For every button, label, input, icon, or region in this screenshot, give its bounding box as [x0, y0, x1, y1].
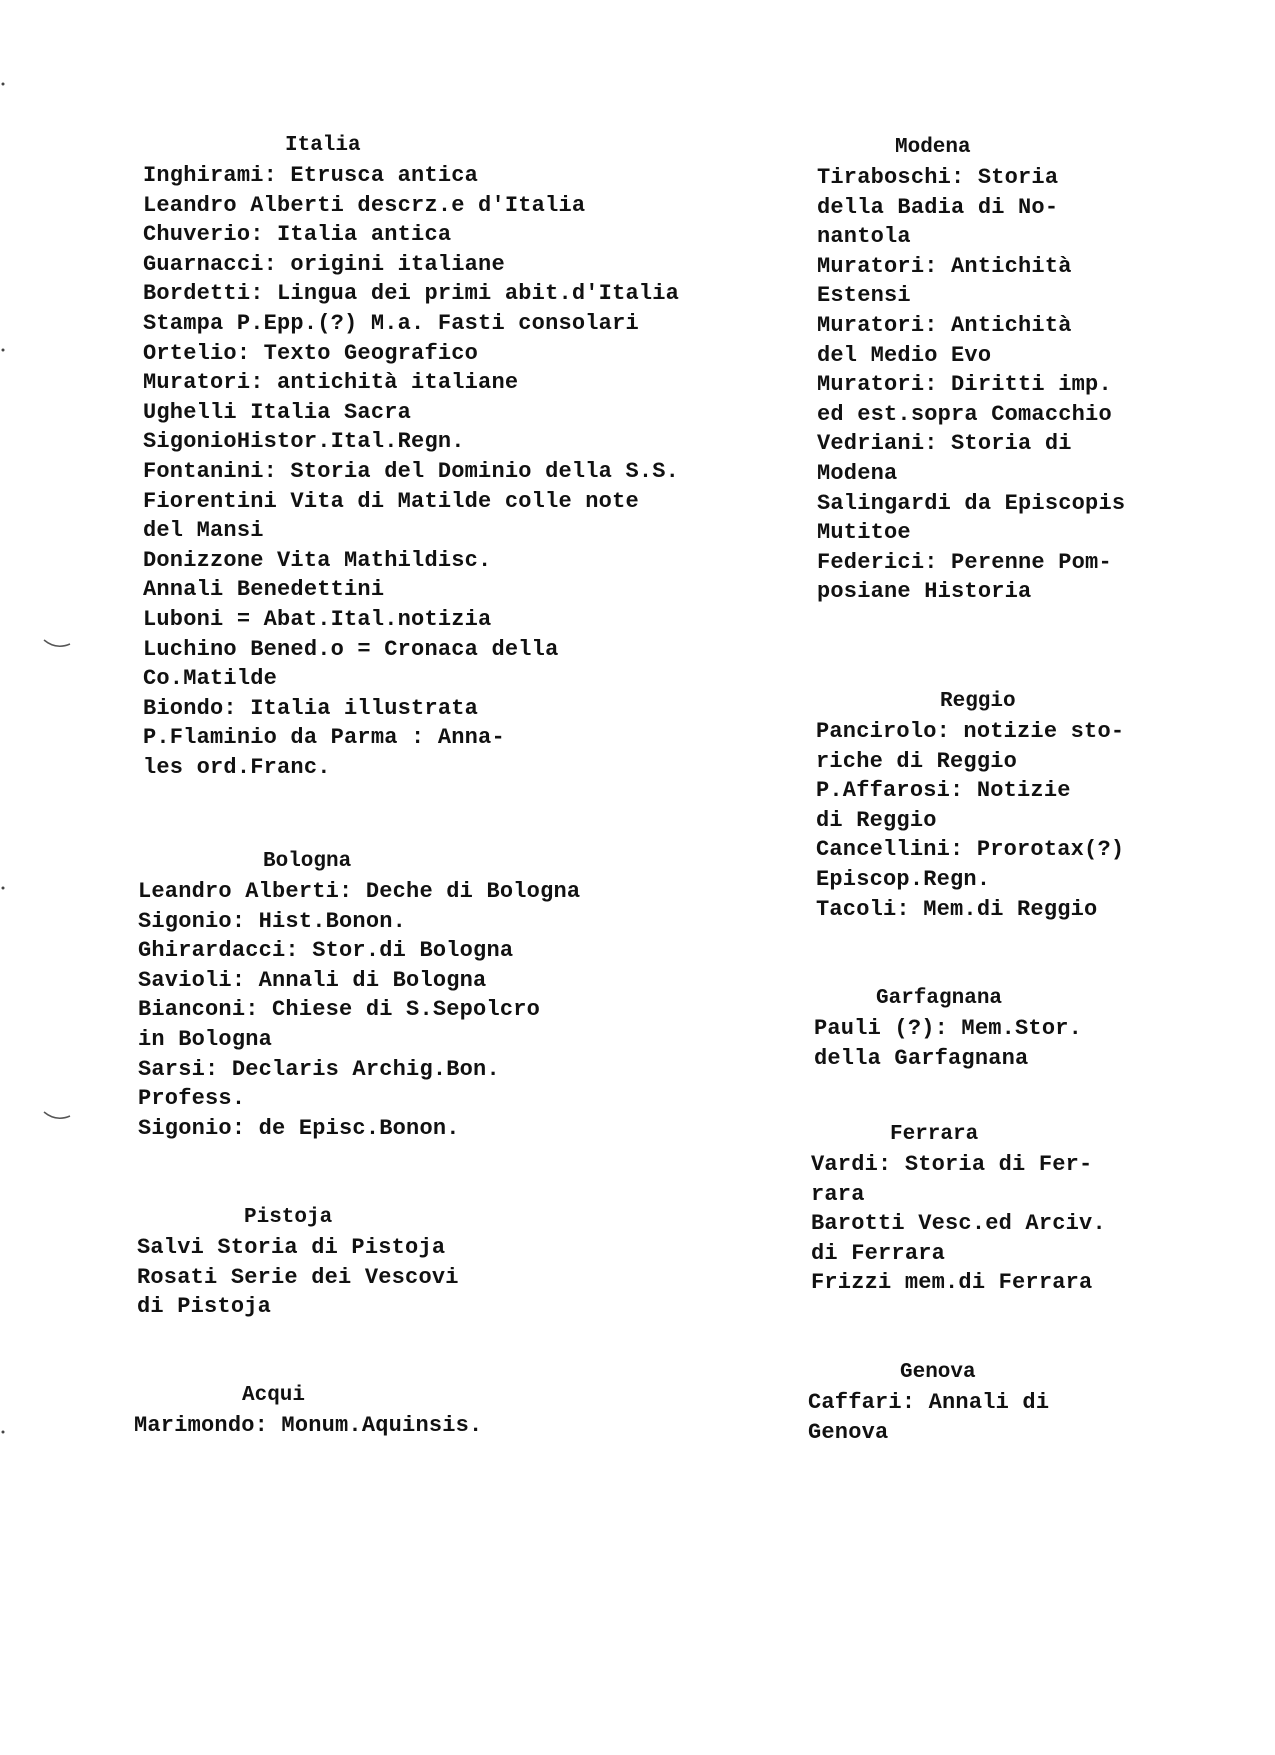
entry-line: Modena — [817, 460, 898, 486]
entry-line: della Garfagnana — [814, 1045, 1029, 1071]
section-ferrara — [811, 1120, 1106, 1298]
section-acqui — [134, 1381, 482, 1441]
entry-list — [134, 1411, 482, 1441]
entry-line: Leandro Alberti: Deche di Bologna — [138, 879, 581, 904]
entry-line: Ghirardacci: Stor.di Bologna — [138, 938, 514, 964]
entry-line: Muratori: Antichità — [817, 253, 1072, 279]
scan-mark-left-edge — [0, 0, 80, 1755]
section-garfagnana — [814, 984, 1082, 1073]
entry-line: del Mansi — [143, 518, 264, 544]
entry-line: Fontanini: Storia del Dominio della S.S. — [143, 458, 680, 484]
entry-line: Muratori: Antichità — [817, 312, 1072, 338]
entry-line: Sarsi: Declaris Archig.Bon. — [138, 1056, 500, 1082]
entry-line: Annali Benedettini — [143, 577, 385, 603]
section-pistoja — [137, 1203, 459, 1322]
entry-line: Rosati Serie dei Vescovi — [137, 1264, 459, 1290]
entry-list — [137, 1233, 459, 1322]
section-heading: Italia — [285, 134, 361, 157]
section-heading: Bologna — [263, 850, 352, 873]
entry-line: Luchino Bened.o = Cronaca della — [143, 636, 559, 662]
entry-line: Tiraboschi: Storia — [817, 165, 1059, 190]
entry-line: Fiorentini Vita di Matilde colle note — [143, 488, 639, 514]
entry-line: Co.Matilde — [143, 666, 278, 692]
entry-line: Salingardi da Episcopis — [817, 490, 1126, 516]
entry-list — [817, 163, 1125, 607]
section-heading: Ferrara — [890, 1123, 979, 1146]
entry-line: Bordetti: Lingua dei primi abit.d'Italia — [143, 281, 680, 307]
entry-line: les ord.Franc. — [143, 754, 331, 780]
entry-line: Marimondo: Monum.Aquinsis. — [134, 1413, 483, 1438]
entry-line: Barotti Vesc.ed Arciv. — [811, 1211, 1106, 1237]
entry-line: Guarnacci: origini italiane — [143, 251, 505, 277]
section-heading: Reggio — [940, 690, 1016, 713]
entry-line: Ortelio: Texto Geografico — [143, 340, 479, 366]
entry-line: Sigonio: Hist.Bonon. — [138, 908, 407, 934]
entry-line: P.Flaminio da Parma : Anna- — [143, 725, 505, 751]
entry-line: Biondo: Italia illustrata — [143, 695, 479, 721]
entry-line: della Badia di No- — [817, 194, 1059, 220]
entry-list — [138, 877, 580, 1143]
entry-list — [816, 717, 1124, 924]
entry-line: nantola — [817, 224, 911, 250]
section-heading: Modena — [895, 136, 971, 159]
entry-line: Pancirolo: notizie sto- — [816, 719, 1125, 744]
entry-line: Profess. — [138, 1086, 246, 1112]
section-heading: Genova — [900, 1361, 976, 1384]
entry-line: rara — [811, 1181, 865, 1207]
entry-line: Muratori: Diritti imp. — [817, 372, 1112, 398]
entry-line: Frizzi mem.di Ferrara — [811, 1270, 1093, 1296]
entry-line: Tacoli: Mem.di Reggio — [816, 896, 1098, 922]
section-heading: Garfagnana — [876, 987, 1003, 1010]
entry-list — [808, 1388, 1049, 1447]
entry-line: ed est.sopra Comacchio — [817, 401, 1112, 427]
entry-line: Luboni = Abat.Ital.notizia — [143, 606, 492, 632]
entry-list — [143, 161, 679, 782]
entry-line: in Bologna — [138, 1026, 273, 1052]
section-genova — [808, 1358, 1049, 1447]
entry-line: Muratori: antichità italiane — [143, 370, 519, 396]
entry-line: Vedriani: Storia di — [817, 431, 1072, 457]
section-heading: Acqui — [242, 1384, 306, 1407]
entry-line: Sigonio: de Episc.Bonon. — [138, 1115, 460, 1141]
entry-line: Savioli: Annali di Bologna — [138, 967, 487, 993]
section-italia — [143, 131, 679, 782]
entry-list — [811, 1150, 1106, 1298]
entry-line: Inghirami: Etrusca antica — [143, 163, 479, 188]
entry-line: di Pistoja — [137, 1294, 272, 1320]
section-heading: Pistoja — [244, 1206, 333, 1229]
entry-line: Vardi: Storia di Fer- — [811, 1152, 1093, 1177]
entry-line: Caffari: Annali di — [808, 1390, 1050, 1415]
entry-line: P.Affarosi: Notizie — [816, 778, 1071, 804]
entry-line: Chuverio: Italia antica — [143, 222, 452, 248]
entry-line: del Medio Evo — [817, 342, 992, 368]
section-modena — [817, 133, 1125, 607]
entry-line: riche di Reggio — [816, 748, 1018, 774]
entry-line: Mutitoe — [817, 520, 911, 546]
entry-line: posiane Historia — [817, 579, 1032, 605]
entry-list — [814, 1014, 1082, 1073]
entry-line: Leandro Alberti descrz.e d'Italia — [143, 192, 586, 218]
entry-line: Genova — [808, 1419, 889, 1445]
entry-line: Salvi Storia di Pistoja — [137, 1235, 446, 1260]
entry-line: Federici: Perenne Pom- — [817, 549, 1112, 575]
entry-line: di Reggio — [816, 807, 937, 833]
entry-line: Pauli (?): Mem.Stor. — [814, 1016, 1083, 1041]
entry-line: Ughelli Italia Sacra — [143, 399, 412, 425]
section-reggio — [816, 687, 1124, 924]
entry-line: Episcop.Regn. — [816, 866, 991, 892]
entry-line: Cancellini: Prorotax(?) — [816, 837, 1125, 863]
entry-line: di Ferrara — [811, 1240, 946, 1266]
entry-line: Bianconi: Chiese di S.Sepolcro — [138, 997, 541, 1023]
entry-line: Estensi — [817, 283, 911, 309]
entry-line: SigonioHistor.Ital.Regn. — [143, 429, 465, 455]
section-bologna — [138, 847, 580, 1143]
entry-line: Donizzone Vita Mathildisc. — [143, 547, 492, 573]
entry-line: Stampa P.Epp.(?) M.a. Fasti consolari — [143, 310, 639, 336]
